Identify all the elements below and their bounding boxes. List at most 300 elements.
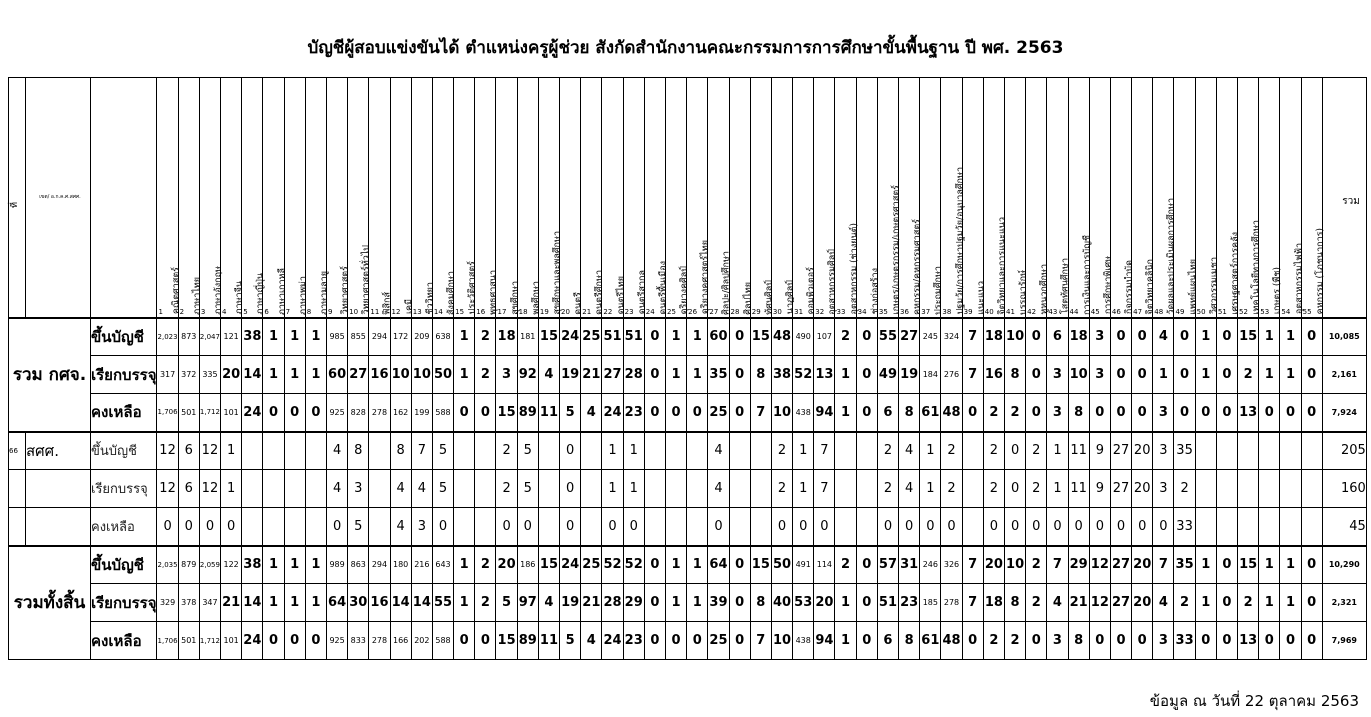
subject-number: 54: [1281, 307, 1291, 316]
value-cell: 0: [1174, 318, 1195, 356]
value-cell: 4: [1153, 318, 1174, 356]
value-cell: 185: [920, 584, 941, 622]
value-cell: 199: [411, 394, 432, 432]
subject-header: [708, 78, 732, 318]
value-cell: 35: [1174, 432, 1195, 470]
value-cell: 0: [687, 622, 708, 660]
value-cell: 0: [1280, 394, 1301, 432]
value-cell: 14: [242, 584, 263, 622]
status-label: เรียกบรรจุ: [91, 470, 157, 508]
value-cell: [1216, 470, 1237, 508]
value-cell: 0: [1089, 394, 1110, 432]
value-cell: 29: [1068, 546, 1089, 584]
subject-number: 12: [391, 307, 401, 316]
value-cell: 0: [1174, 394, 1195, 432]
value-cell: 855: [348, 318, 369, 356]
value-cell: 1: [623, 432, 644, 470]
value-cell: 7: [814, 432, 835, 470]
value-cell: 638: [432, 318, 453, 356]
subject-number: 48: [1154, 307, 1164, 316]
subject-header: [1089, 78, 1114, 318]
value-cell: 52: [602, 546, 623, 584]
value-cell: 4: [1153, 584, 1174, 622]
value-cell: 21: [221, 584, 242, 622]
subject-number: 8: [306, 307, 312, 316]
value-cell: 1: [1195, 318, 1216, 356]
value-cell: 0: [1047, 508, 1068, 546]
subject-name: จิตวิทยาและการแนะแนว: [997, 216, 1008, 315]
value-cell: 60: [708, 318, 729, 356]
subject-number: 13: [412, 307, 422, 316]
value-cell: 15: [750, 318, 771, 356]
value-cell: 10: [1068, 356, 1089, 394]
subject-number: 45: [1090, 307, 1100, 316]
value-cell: 588: [432, 394, 453, 432]
value-cell: 8: [750, 584, 771, 622]
value-cell: [305, 508, 326, 546]
value-cell: 4: [411, 470, 432, 508]
value-cell: 0: [1301, 394, 1322, 432]
subject-number: 27: [709, 307, 719, 316]
value-cell: 61: [920, 394, 941, 432]
value-cell: 1: [1259, 584, 1280, 622]
value-cell: 4: [390, 470, 411, 508]
value-cell: 7: [814, 470, 835, 508]
value-cell: [284, 432, 305, 470]
value-cell: 3: [1153, 394, 1174, 432]
value-cell: 3: [1089, 318, 1110, 356]
value-cell: 0: [1280, 622, 1301, 660]
subject-number: 23: [624, 307, 634, 316]
subject-name: สุขศึกษาและพลศึกษา: [552, 230, 563, 315]
value-cell: 0: [729, 584, 750, 622]
value-cell: 2: [771, 432, 792, 470]
value-cell: 21: [581, 356, 602, 394]
subject-header: [369, 78, 393, 318]
value-cell: 114: [814, 546, 835, 584]
value-cell: 4: [708, 470, 729, 508]
value-cell: 0: [920, 508, 941, 546]
value-cell: [1280, 470, 1301, 508]
subject-number: 20: [561, 307, 570, 316]
value-cell: 15: [538, 546, 559, 584]
value-cell: 18: [496, 318, 517, 356]
subject-header: [496, 78, 521, 318]
subject-number: 29: [751, 307, 761, 316]
value-cell: 0: [1110, 394, 1131, 432]
value-cell: 879: [178, 546, 199, 584]
value-cell: 2: [983, 622, 1004, 660]
value-cell: [729, 508, 750, 546]
value-cell: 5: [560, 622, 581, 660]
value-cell: 2: [983, 470, 1004, 508]
value-cell: 16: [369, 356, 390, 394]
value-cell: 92: [517, 356, 538, 394]
row-total: 160: [1322, 470, 1366, 508]
subject-name: เทคโนโลยีทางการศึกษา: [1251, 219, 1262, 315]
subject-header: [1047, 78, 1071, 318]
subject-name: ปฐมวัย/การศึกษาปฐมวัย/อนุบาลศึกษา: [955, 167, 966, 315]
value-cell: 2: [1238, 356, 1259, 394]
value-cell: 0: [1174, 356, 1195, 394]
value-cell: [644, 470, 665, 508]
subject-number: 3: [200, 307, 206, 316]
value-cell: 27: [1110, 584, 1131, 622]
subject-name: คอมพิวเตอร์: [806, 266, 817, 315]
value-cell: 24: [242, 622, 263, 660]
value-cell: 0: [1195, 394, 1216, 432]
value-cell: 21: [581, 584, 602, 622]
subject-name: วิศวกรรมเมชา: [1209, 257, 1220, 315]
value-cell: 833: [348, 622, 369, 660]
value-cell: 5: [432, 470, 453, 508]
value-cell: 6: [1047, 318, 1068, 356]
value-cell: 30: [348, 584, 369, 622]
subject-name: คหกรรม (โภชนาการ): [1315, 228, 1326, 315]
subject-number: 35: [878, 307, 888, 316]
value-cell: [750, 470, 771, 508]
value-cell: 25: [581, 318, 602, 356]
value-cell: 24: [560, 546, 581, 584]
value-cell: 51: [877, 584, 898, 622]
subject-number: 14: [433, 307, 443, 316]
agency-header-label: เขต/ อ.ก.ค.ศ.สศศ.: [39, 194, 81, 200]
status-label: คงเหลือ: [91, 508, 157, 546]
subject-name: แนะแนว: [976, 280, 987, 315]
value-cell: [1301, 508, 1322, 546]
value-cell: 19: [899, 356, 920, 394]
value-cell: [538, 432, 559, 470]
subject-number: 55: [1302, 307, 1312, 316]
value-cell: 0: [475, 394, 496, 432]
subject-name: จิตวิทยาคลินิก: [1145, 258, 1156, 315]
subject-header: [560, 78, 584, 318]
value-cell: 0: [1110, 622, 1131, 660]
value-cell: 0: [1216, 584, 1237, 622]
value-cell: 0: [602, 508, 623, 546]
value-cell: 335: [199, 356, 220, 394]
value-cell: 52: [793, 356, 814, 394]
value-cell: 1: [263, 546, 284, 584]
value-cell: 294: [369, 318, 390, 356]
value-cell: 11: [1068, 470, 1089, 508]
subject-number: 17: [497, 307, 507, 316]
subject-number: 30: [772, 307, 782, 316]
value-cell: 48: [941, 622, 962, 660]
value-cell: [1216, 432, 1237, 470]
value-cell: 5: [517, 432, 538, 470]
value-cell: 8: [390, 432, 411, 470]
value-cell: 29: [623, 584, 644, 622]
agency-name: [26, 470, 91, 508]
value-cell: 1,712: [199, 394, 220, 432]
value-cell: [369, 432, 390, 470]
subject-header: [1153, 78, 1177, 318]
value-cell: 1: [665, 584, 686, 622]
subject-header: [665, 78, 690, 318]
value-cell: 2: [475, 546, 496, 584]
subject-name: นาฏศิลป์: [785, 280, 796, 315]
subject-number: 15: [455, 307, 465, 316]
subject-name: ภาษามลายู: [319, 270, 330, 315]
subject-header: [390, 78, 415, 318]
value-cell: 7: [750, 394, 771, 432]
value-cell: 0: [1026, 356, 1047, 394]
value-cell: 0: [729, 318, 750, 356]
value-cell: 0: [454, 622, 475, 660]
value-cell: 643: [432, 546, 453, 584]
value-cell: 2: [877, 432, 898, 470]
value-cell: 0: [665, 394, 686, 432]
subject-name: ภาษาญี่ปุ่น: [255, 272, 266, 315]
seq-header-label: ที่: [9, 202, 20, 208]
value-cell: 60: [326, 356, 347, 394]
value-cell: [263, 470, 284, 508]
value-cell: [1238, 470, 1259, 508]
row-seq: 66: [9, 432, 26, 470]
value-cell: 23: [899, 584, 920, 622]
value-cell: 1: [835, 584, 856, 622]
value-cell: 0: [856, 318, 877, 356]
value-cell: [856, 508, 877, 546]
subject-number: 41: [1005, 307, 1015, 316]
value-cell: 2: [835, 318, 856, 356]
value-cell: 166: [390, 622, 411, 660]
value-cell: 1: [1280, 584, 1301, 622]
value-cell: 0: [1216, 318, 1237, 356]
value-cell: 0: [1004, 508, 1025, 546]
value-cell: 2: [496, 470, 517, 508]
agency-header: [26, 78, 91, 318]
value-cell: 64: [708, 546, 729, 584]
value-cell: 1: [1047, 432, 1068, 470]
value-cell: 7: [962, 584, 983, 622]
table-row: [9, 394, 1367, 432]
subject-name: ทัศนศิลป์: [764, 279, 775, 315]
value-cell: 8: [1068, 622, 1089, 660]
value-cell: [1238, 432, 1259, 470]
value-cell: 3: [1153, 622, 1174, 660]
value-cell: 25: [581, 546, 602, 584]
subject-header: [581, 78, 605, 318]
value-cell: [835, 432, 856, 470]
value-cell: 0: [560, 470, 581, 508]
subject-number: 50: [1196, 307, 1206, 316]
value-cell: 326: [941, 546, 962, 584]
value-cell: [1301, 470, 1322, 508]
value-cell: 9: [1089, 432, 1110, 470]
value-cell: 1: [687, 356, 708, 394]
subject-number: 24: [645, 307, 655, 316]
value-cell: 0: [1089, 622, 1110, 660]
subject-header: [1132, 78, 1156, 318]
value-cell: 372: [178, 356, 199, 394]
subject-number: 4: [222, 307, 227, 316]
value-cell: 53: [793, 584, 814, 622]
value-cell: 8: [899, 394, 920, 432]
value-cell: [1238, 508, 1259, 546]
value-cell: 180: [390, 546, 411, 584]
value-cell: 1: [602, 432, 623, 470]
value-cell: 35: [708, 356, 729, 394]
subject-name: ชีววิทยา: [425, 282, 436, 315]
value-cell: 1: [454, 584, 475, 622]
subject-number: 2: [179, 307, 185, 316]
value-cell: 24: [602, 394, 623, 432]
row-total: 7,924: [1322, 394, 1366, 432]
subject-name: ฟิสิกส์: [382, 291, 393, 315]
value-cell: 0: [899, 508, 920, 546]
value-cell: 2,059: [199, 546, 220, 584]
value-cell: 0: [432, 508, 453, 546]
value-cell: 18: [1068, 318, 1089, 356]
row-total: 10,290: [1322, 546, 1366, 584]
value-cell: 3: [411, 508, 432, 546]
subject-header: [1280, 78, 1305, 318]
value-cell: [835, 508, 856, 546]
value-cell: 5: [348, 508, 369, 546]
value-cell: 1: [454, 318, 475, 356]
value-cell: 0: [729, 394, 750, 432]
value-cell: 7: [411, 432, 432, 470]
subject-header: [305, 78, 330, 318]
value-cell: 51: [602, 318, 623, 356]
value-cell: 0: [1195, 622, 1216, 660]
value-cell: 0: [284, 622, 305, 660]
value-cell: [665, 508, 686, 546]
value-cell: 873: [178, 318, 199, 356]
value-cell: 7: [962, 546, 983, 584]
value-cell: 1: [305, 356, 326, 394]
value-cell: 1: [221, 432, 242, 470]
value-cell: 1: [835, 394, 856, 432]
value-cell: 276: [941, 356, 962, 394]
value-cell: 4: [899, 470, 920, 508]
value-cell: 38: [242, 318, 263, 356]
value-cell: 0: [1301, 584, 1322, 622]
group-label: รวมทั้งสิ้น: [9, 546, 91, 660]
value-cell: [305, 432, 326, 470]
subject-header: [1238, 78, 1262, 318]
subject-name: ดนตรีสากล: [637, 270, 648, 315]
subject-header: [899, 78, 923, 318]
value-cell: [263, 432, 284, 470]
subject-name: หูหนวกศึกษา: [1039, 263, 1050, 315]
value-cell: 1: [920, 470, 941, 508]
subject-number: 1: [158, 307, 163, 316]
data-date-note: ข้อมูล ณ วันที่ 22 ตุลาคม 2563: [1149, 692, 1359, 710]
value-cell: 0: [962, 622, 983, 660]
subject-number: 7: [285, 307, 291, 316]
value-cell: 0: [1259, 622, 1280, 660]
value-cell: 1: [284, 318, 305, 356]
seq-header: [9, 78, 26, 318]
subject-name: ประวัติศาสตร์: [467, 261, 478, 315]
subject-header: [454, 78, 478, 318]
value-cell: [369, 470, 390, 508]
value-cell: [263, 508, 284, 546]
value-cell: 107: [814, 318, 835, 356]
value-cell: 985: [326, 318, 347, 356]
status-label: ขึ้นบัญชี: [91, 432, 157, 470]
value-cell: 48: [941, 394, 962, 432]
subject-header: [771, 78, 796, 318]
value-cell: 0: [941, 508, 962, 546]
value-cell: 1: [1280, 318, 1301, 356]
value-cell: [305, 470, 326, 508]
value-cell: 438: [793, 622, 814, 660]
value-cell: [242, 470, 263, 508]
subject-header: [348, 78, 372, 318]
value-cell: 27: [348, 356, 369, 394]
value-cell: 20: [1132, 584, 1153, 622]
value-cell: 25: [708, 622, 729, 660]
value-cell: 0: [1301, 356, 1322, 394]
subject-number: 52: [1239, 307, 1248, 316]
value-cell: 1: [687, 318, 708, 356]
subject-number: 42: [1027, 307, 1037, 316]
subject-header: [750, 78, 775, 318]
value-cell: 2: [983, 394, 1004, 432]
value-cell: 3: [1089, 356, 1110, 394]
subject-header: [157, 78, 182, 318]
subject-number: 40: [984, 307, 994, 316]
value-cell: 20: [1132, 470, 1153, 508]
value-cell: 2: [1004, 622, 1025, 660]
value-cell: [242, 432, 263, 470]
status-label: เรียกบรรจุ: [91, 356, 157, 394]
value-cell: 0: [157, 508, 178, 546]
value-cell: 94: [814, 622, 835, 660]
value-cell: 23: [623, 622, 644, 660]
subject-number: 39: [963, 307, 973, 316]
subject-name: ดุริยางคศิลป์: [679, 266, 690, 315]
value-cell: [687, 508, 708, 546]
subject-name: ดนตรี: [573, 291, 584, 315]
value-cell: 2: [941, 470, 962, 508]
value-cell: 0: [1110, 508, 1131, 546]
value-cell: [284, 508, 305, 546]
value-cell: 0: [1110, 318, 1131, 356]
subject-header: [178, 78, 203, 318]
value-cell: 162: [390, 394, 411, 432]
subject-number: 38: [942, 307, 952, 316]
status-label: คงเหลือ: [91, 394, 157, 432]
value-cell: 50: [771, 546, 792, 584]
subject-name: ดนตรีพื้นเมือง: [658, 260, 669, 315]
subject-header: [729, 78, 754, 318]
status-label: คงเหลือ: [91, 622, 157, 660]
subject-name: กิจกรรมบำบัด: [1124, 260, 1135, 315]
value-cell: 1: [1280, 546, 1301, 584]
value-cell: 9: [1089, 470, 1110, 508]
subject-header: [856, 78, 881, 318]
value-cell: 0: [644, 356, 665, 394]
value-cell: [665, 432, 686, 470]
value-cell: 0: [1216, 622, 1237, 660]
subject-name: สังคมศึกษา: [446, 270, 457, 315]
subject-header: [242, 78, 266, 318]
value-cell: 12: [157, 432, 178, 470]
value-cell: 8: [1004, 584, 1025, 622]
subject-header: [538, 78, 563, 318]
subject-name: ศิลปะ/ศิลปศึกษา: [721, 250, 732, 315]
value-cell: 1: [1195, 584, 1216, 622]
value-cell: 1: [1259, 318, 1280, 356]
value-cell: 11: [538, 622, 559, 660]
value-cell: [369, 508, 390, 546]
value-cell: [1280, 508, 1301, 546]
